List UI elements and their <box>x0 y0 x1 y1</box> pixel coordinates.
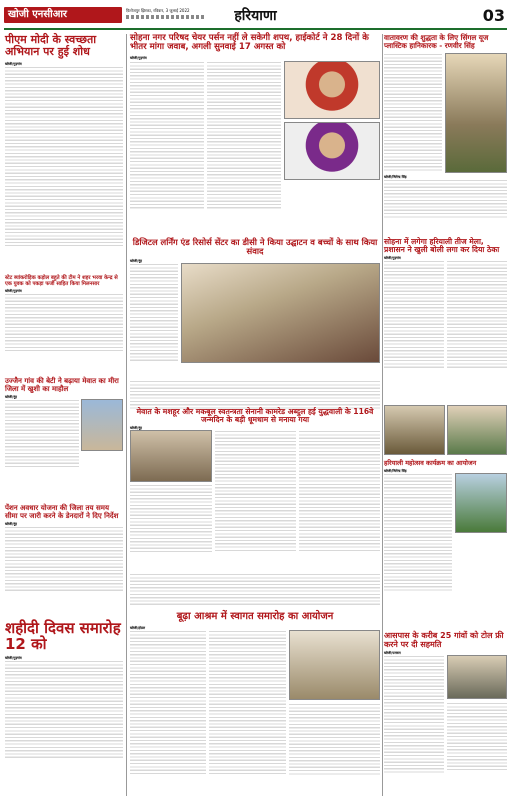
brand-name: खोजी एनसीआर <box>4 7 122 23</box>
ashram-photo <box>289 630 381 700</box>
byline: खोजी/नूंह <box>5 522 17 527</box>
toll-photo <box>447 655 507 699</box>
story-martyr <box>5 620 123 795</box>
body-text <box>130 573 380 605</box>
byline: खोजी/जितेन्द्र सिंह <box>384 468 407 473</box>
body-text <box>215 430 296 552</box>
body-text <box>207 61 281 209</box>
event-photo <box>384 405 445 455</box>
byline: खोजी/गुड़गांव <box>5 289 22 294</box>
dateline: फ़िरोजपुर झिरका, रविवार, 3 जुलाई 2022 <box>126 8 190 13</box>
byline: खोजी/गुड़गांव <box>130 55 147 60</box>
column-divider <box>126 34 127 796</box>
byline: खोजी/होडल <box>130 625 146 630</box>
story-modi <box>5 34 123 274</box>
byline: खोजी/जितेन्द्र सिंह <box>384 174 407 179</box>
body-text <box>447 260 507 370</box>
story-plastic <box>384 34 507 234</box>
story-state-bank <box>5 276 123 376</box>
story-greenery <box>384 238 507 403</box>
section-title: हरियाणा <box>234 8 277 24</box>
story-toll <box>384 632 507 797</box>
headline: डिजिटल लर्निंग एंड रिसोर्स सेंटर का डीसी ने किया उद्घाटन व बच्चों के साथ किया संवाद <box>132 237 378 257</box>
body-text <box>130 630 206 775</box>
byline: खोजी/नूंह <box>130 259 142 264</box>
body-text <box>130 61 204 209</box>
headline: सोहना नगर परिषद चेयर पर्सन नहीं ले सकेगी शपथ, हाईकोर्ट ने 28 दिनों के भीतर मांगा जवाब, अगली सुनवाई 17 अगस्त को <box>130 33 369 53</box>
body-text <box>447 702 507 772</box>
byline: खोजी/नूंह <box>5 395 17 400</box>
headline: मेवात के मशहूर और मकबूल स्वतन्त्रता सेनानी कामरेड अब्दुल हई युद्धवाली के 116वे जन्मदिन के बड़ी धूमधाम से मनाया गया <box>136 407 374 425</box>
portrait-photo <box>284 122 380 180</box>
body-text <box>130 484 212 552</box>
headline: वातावरण की शुद्धता के लिए सिंगल यूज प्लास्टिक हानिकारक - रणवीर सिंह <box>384 33 489 50</box>
body-text <box>384 53 442 173</box>
event-photo <box>130 430 212 482</box>
tree-planting-photo <box>455 473 507 533</box>
group-photo <box>445 53 507 173</box>
body-text <box>289 703 381 775</box>
story-pension <box>5 505 123 615</box>
story-ujjain <box>5 378 123 503</box>
body-text <box>130 263 178 363</box>
mahotsav-photos <box>384 405 507 455</box>
headline: आसपास के करीब 25 गांवों को टोल फ्री करने पर दी सहमति <box>384 631 504 649</box>
headline: उज्जैन गांव की बेटी ने बढ़ाया मेवात का मीरा जिला में खुशी का माहौल <box>5 377 119 393</box>
story-sohna-council <box>130 34 380 234</box>
body-text <box>5 526 123 592</box>
body-text <box>384 179 507 219</box>
column-divider <box>382 34 383 796</box>
body-text <box>384 655 444 773</box>
body-text <box>5 66 123 246</box>
byline: खोजी/पलवल <box>384 651 401 656</box>
inauguration-photo <box>181 263 380 363</box>
story-ashram <box>130 612 380 797</box>
portrait-photo <box>284 61 380 119</box>
story-mewat <box>130 408 380 573</box>
headline: सोहना में लगेगा हरियाली तीज मेला, प्रशासन ने खुली बोली लगा कर दिया ठेका <box>384 237 500 255</box>
body-text <box>5 399 79 469</box>
event-photo <box>447 405 508 455</box>
body-text <box>209 630 285 775</box>
ujjain-photo <box>81 399 123 451</box>
body-text <box>5 293 123 351</box>
masthead <box>4 4 507 30</box>
body-text <box>384 260 444 370</box>
byline: खोजी/गुड़गांव <box>384 256 401 261</box>
headline: बूढ़ा आश्रम में स्वागत समारोह का आयोजन <box>176 611 334 622</box>
body-text <box>299 430 380 552</box>
byline: खोजी/गुड़गांव <box>5 656 22 661</box>
headline: पीएम मोदी के स्वच्छता अभियान पर हुई शोध <box>5 33 97 58</box>
body-text <box>384 473 452 593</box>
headline: हरियाली महोत्सव कार्यक्रम का आयोजन <box>384 459 477 467</box>
headline: स्टेट ब्यांकरोड़िक कड़ोल बहुते की टीम ने शहर भरवा केन्द्र से एक युवक को पकड़ा फर्जी साहित किया मिलनसार <box>5 275 118 287</box>
byline: खोजी/नूंह <box>130 426 142 431</box>
headline: शहीदी दिवस समारोह 12 को <box>5 619 121 654</box>
story-mahotsav <box>384 460 507 630</box>
headline: पेंशन अवधार योजना की जिला तय समय सीमा पर जारी करने के डेनदारों ने दिए निर्देश <box>5 504 119 520</box>
page-number: 03 <box>482 6 505 25</box>
body-text <box>130 380 380 410</box>
byline: खोजी/गुड़गांव <box>5 61 22 66</box>
body-text <box>5 660 123 760</box>
story-digital <box>130 238 380 378</box>
